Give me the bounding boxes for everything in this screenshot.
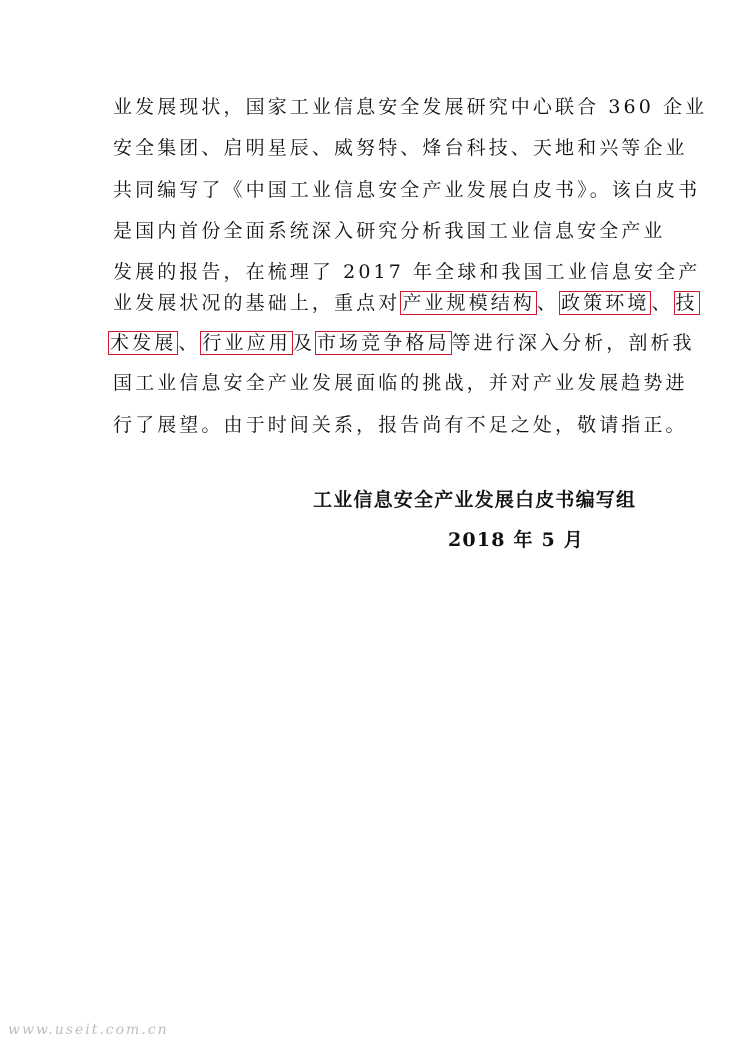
line7-suffix: 等进行深入分析，剖析我 xyxy=(451,332,695,354)
line6-prefix: 业发展状况的基础上，重点对 xyxy=(113,292,401,314)
conjunction: 及 xyxy=(292,332,315,354)
body-line-4: 是国内首份全面系统深入研究分析我国工业信息安全产业 xyxy=(113,220,666,242)
body-line-3: 共同编写了《中国工业信息安全产业发展白皮书》。该白皮书 xyxy=(113,179,701,201)
body-line-2: 安全集团、启明星辰、威努特、烽台科技、天地和兴等企业 xyxy=(113,137,688,159)
watermark-text: www.useit.com.cn xyxy=(8,1022,169,1038)
body-line-8: 国工业信息安全产业发展面临的挑战，并对产业发展趋势进 xyxy=(113,372,688,394)
body-line-7 xyxy=(108,328,695,358)
highlight-industry-scale: 产业规模结构 xyxy=(402,292,535,314)
highlight-industry-application: 行业应用 xyxy=(202,332,291,354)
body-line-6 xyxy=(113,288,700,318)
highlight-market-competition: 市场竞争格局 xyxy=(316,332,450,354)
body-line-1: 业发展现状，国家工业信息安全发展研究中心联合 360 企业 xyxy=(113,96,708,118)
highlight-technology-part2: 术发展 xyxy=(110,332,177,354)
separator: 、 xyxy=(536,292,560,314)
body-line-9: 行了展望。由于时间关系，报告尚有不足之处，敬请指正。 xyxy=(113,414,688,436)
body-line-5: 发展的报告，在梳理了 2017 年全球和我国工业信息安全产 xyxy=(113,261,701,283)
signature-organization: 工业信息安全产业发展白皮书编写组 xyxy=(313,489,637,511)
highlight-technology-part1: 技 xyxy=(675,292,698,314)
signature-date: 2018 年 5 月 xyxy=(448,529,584,551)
separator: 、 xyxy=(178,332,201,354)
highlight-policy-environment: 政策环境 xyxy=(561,292,650,314)
separator: 、 xyxy=(651,292,674,314)
